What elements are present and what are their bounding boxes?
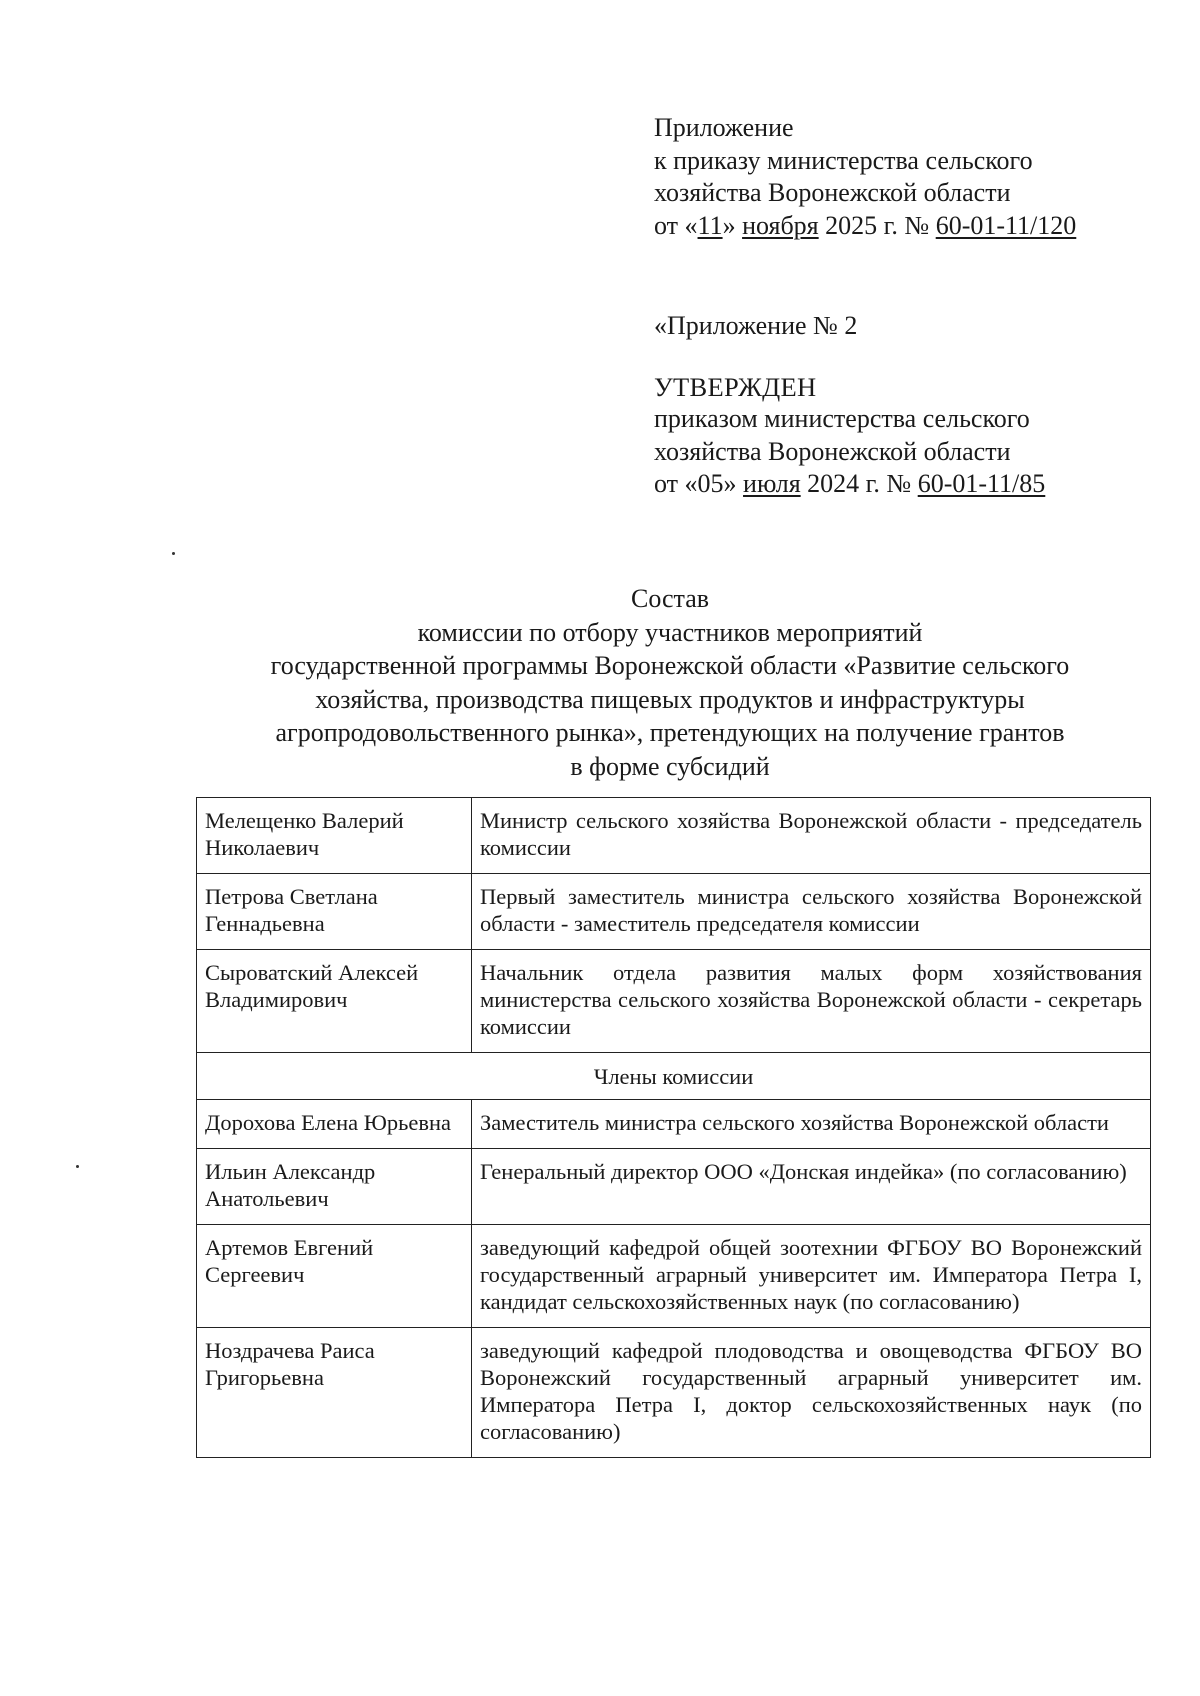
approved-stamp: УТВЕРЖДЕН	[654, 371, 817, 402]
annex-date-prefix: от «	[654, 210, 698, 240]
annex-day: 11	[697, 210, 723, 240]
member-role: заведующий кафедрой общей зоотехнии ФГБОУ ВО Воронежский государственный аграрный университет им. Императора Петра I, кандидат сельскохозяйственных наук (по согласованию)	[472, 1225, 1151, 1328]
annex2-line-2: хозяйства Воронежской области	[654, 436, 1011, 466]
commission-table	[196, 797, 1151, 1458]
table-row	[197, 1100, 1151, 1149]
member-name: Артемов Евгений Сергеевич	[197, 1225, 472, 1328]
title-line-4: хозяйства, производства пищевых продуктов и инфраструктуры	[315, 684, 1025, 714]
annex2-month: июля	[743, 469, 801, 498]
title-line-3: государственной программы Воронежской области «Развитие сельского	[270, 651, 1070, 680]
annex2-heading: «Приложение № 2	[654, 311, 858, 340]
annex2-date-prefix: от «05»	[654, 469, 744, 498]
annex2-year-no: 2024 г. №	[800, 469, 918, 498]
title-line-5: агропродовольственного рынка», претендующих на получение грантов	[275, 718, 1065, 747]
annex-header	[654, 112, 1174, 242]
member-name: Сыроватский Алексей Владимирович	[197, 950, 472, 1053]
table-row	[197, 798, 1151, 874]
title-line-6: в форме субсидий	[570, 751, 770, 781]
member-role: Министр сельского хозяйства Воронежской области - председатель комиссии	[472, 798, 1151, 874]
table-row	[197, 874, 1151, 950]
member-name: Ноздрачева Раиса Григорьевна	[197, 1328, 472, 1458]
member-role: Генеральный директор ООО «Донская индейка» (по согласованию)	[472, 1149, 1151, 1225]
document-title	[200, 582, 1140, 783]
section-row	[197, 1053, 1151, 1100]
table-row	[197, 1149, 1151, 1225]
table-row	[197, 1225, 1151, 1328]
member-name: Ильин Александр Анатольевич	[197, 1149, 472, 1225]
annex2-line-1: приказом министерства сельского	[654, 404, 1030, 433]
annex2-date-line	[654, 468, 1174, 501]
member-name: Мелещенко Валерий Николаевич	[197, 798, 472, 874]
member-name: Петрова Светлана Геннадьевна	[197, 874, 472, 950]
member-role: Заместитель министра сельского хозяйства Воронежской области	[472, 1100, 1151, 1149]
title-line-1: Состав	[630, 584, 710, 613]
annex-number: 60-01-11/120	[935, 210, 1077, 240]
members-heading: Члены комиссии	[197, 1053, 1151, 1100]
annex-year-no: 2025 г. №	[818, 210, 936, 240]
member-role: Начальник отдела развития малых форм хозяйствования министерства сельского хозяйства Воронежской области - секретарь комиссии	[472, 950, 1151, 1053]
annex2-header	[654, 310, 1174, 501]
annex-month: ноября	[742, 210, 819, 240]
member-role: Первый заместитель министра сельского хозяйства Воронежской области - заместитель председателя комиссии	[472, 874, 1151, 950]
title-line-2: комиссии по отбору участников мероприятий	[417, 617, 923, 647]
annex-date-mid: »	[722, 210, 743, 240]
annex-date-line	[654, 210, 1174, 243]
member-role: заведующий кафедрой плодоводства и овощеводства ФГБОУ ВО Воронежский государственный аграрный университет им. Императора Петра I, доктор сельскохозяйственных наук (по согласованию)	[472, 1328, 1151, 1458]
annex2-number: 60-01-11/85	[917, 469, 1046, 498]
scan-speck	[172, 552, 175, 555]
annex-line-3: хозяйства Воронежской области	[654, 178, 1011, 207]
table-row	[197, 1328, 1151, 1458]
member-name: Дорохова Елена Юрьевна	[197, 1100, 472, 1149]
annex-line-1: Приложение	[654, 113, 794, 142]
scan-speck	[76, 1165, 79, 1168]
annex-line-2: к приказу министерства сельского	[654, 145, 1033, 175]
table-row	[197, 950, 1151, 1053]
